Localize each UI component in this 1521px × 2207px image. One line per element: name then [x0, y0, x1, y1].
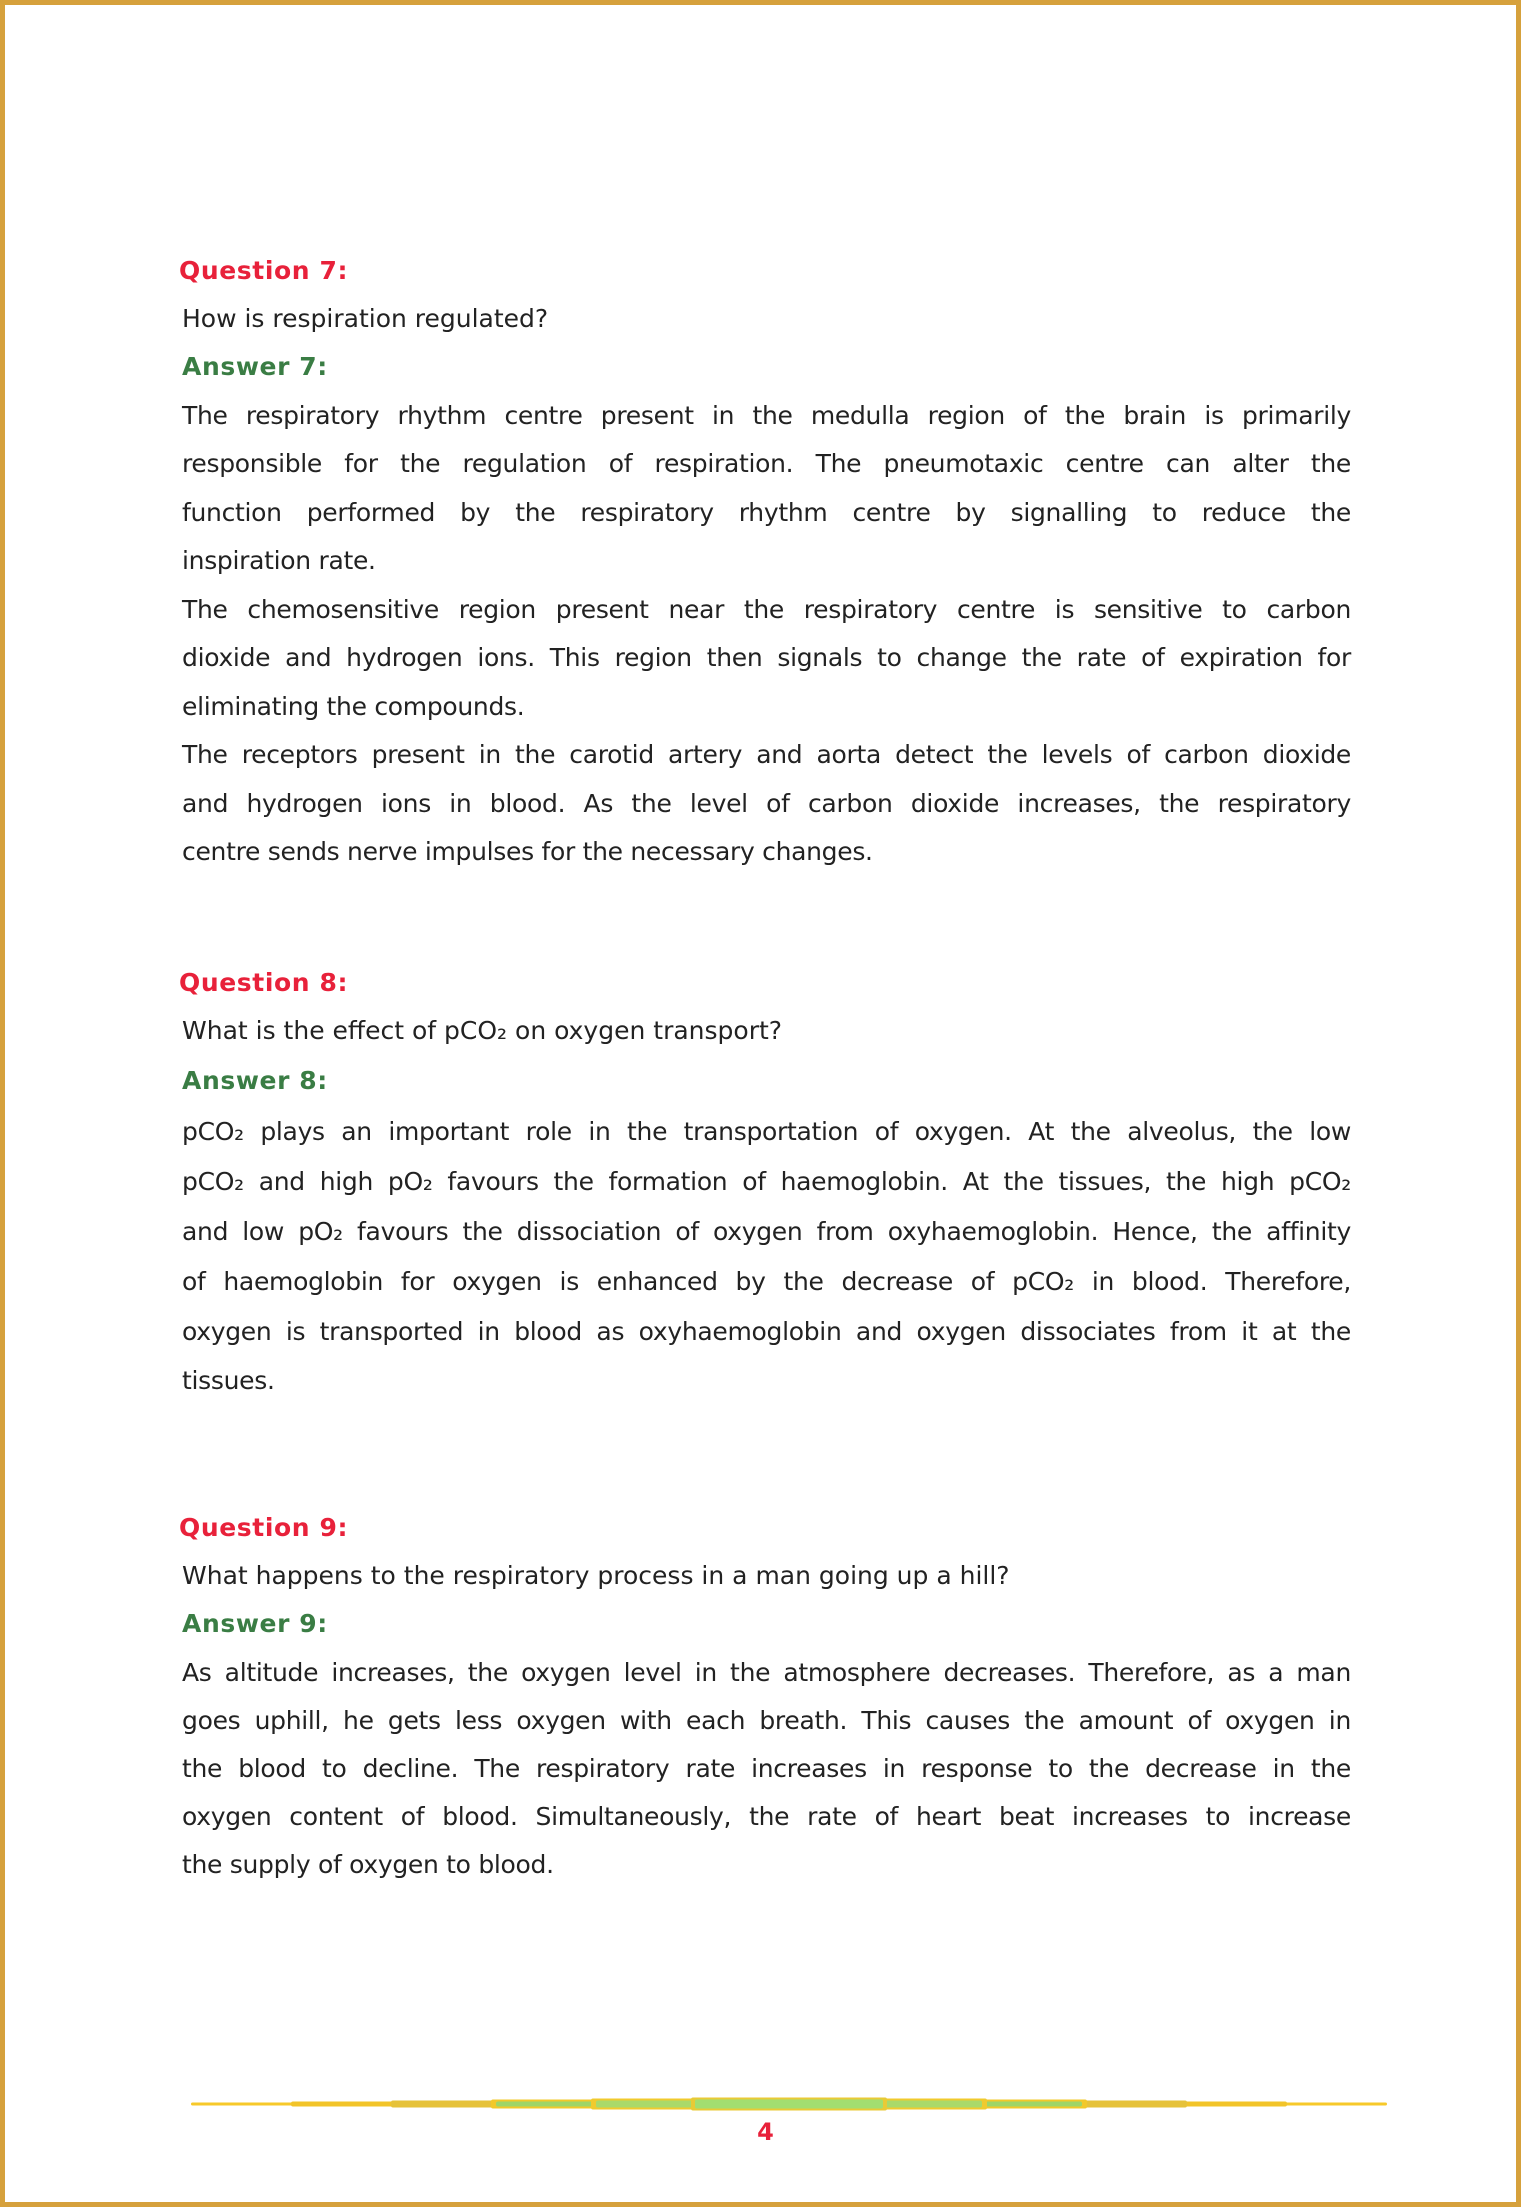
answer-line: tissues.	[182, 1366, 275, 1395]
question-heading: Question 8:	[179, 968, 349, 997]
answer-line: goes uphill, he gets less oxygen with each breath. This causes the amount of oxygen in	[182, 1706, 1351, 1735]
answer-line: and hydrogen ions in blood. As the level of carbon dioxide increases, the respiratory	[182, 789, 1351, 818]
answer-heading: Answer 9:	[182, 1609, 328, 1638]
answer-line: oxygen content of blood. Simultaneously, the rate of heart beat increases to increase	[182, 1802, 1351, 1831]
answer-line: and low pO₂ favours the dissociation of oxygen from oxyhaemoglobin. Hence, the affinity	[182, 1217, 1351, 1246]
question-text: What happens to the respiratory process in a man going up a hill?	[182, 1561, 1010, 1590]
answer-line: As altitude increases, the oxygen level in the atmosphere decreases. Therefore, as a man	[182, 1658, 1351, 1687]
answer-line: function performed by the respiratory rhythm centre by signalling to reduce the	[182, 498, 1351, 527]
answer-line: oxygen is transported in blood as oxyhaemoglobin and oxygen dissociates from it at the	[182, 1317, 1351, 1346]
answer-line: pCO₂ and high pO₂ favours the formation of haemoglobin. At the tissues, the high pCO₂	[182, 1167, 1351, 1196]
answer-line: The chemosensitive region present near the respiratory centre is sensitive to carbon	[182, 595, 1351, 624]
question-heading: Question 7:	[179, 256, 349, 285]
answer-line: The receptors present in the carotid artery and aorta detect the levels of carbon dioxide	[182, 740, 1351, 769]
answer-heading: Answer 8:	[182, 1066, 328, 1095]
answer-line: dioxide and hydrogen ions. This region then signals to change the rate of expiration for	[182, 643, 1351, 672]
answer-line: of haemoglobin for oxygen is enhanced by the decrease of pCO₂ in blood. Therefore,	[182, 1267, 1351, 1296]
answer-line: the supply of oxygen to blood.	[182, 1850, 554, 1879]
answer-line: pCO₂ plays an important role in the transportation of oxygen. At the alveolus, the low	[182, 1117, 1351, 1146]
question-text: How is respiration regulated?	[182, 304, 549, 333]
answer-line: the blood to decline. The respiratory rate increases in response to the decrease in the	[182, 1754, 1351, 1783]
answer-line: centre sends nerve impulses for the necessary changes.	[182, 837, 873, 866]
answer-line: responsible for the regulation of respiration. The pneumotaxic centre can alter the	[182, 449, 1351, 478]
answer-line: inspiration rate.	[182, 546, 376, 575]
page-number: 4	[757, 2118, 774, 2146]
question-heading: Question 9:	[179, 1513, 349, 1542]
answer-heading: Answer 7:	[182, 352, 328, 381]
answer-line: The respiratory rhythm centre present in the medulla region of the brain is primarily	[182, 401, 1351, 430]
question-text: What is the effect of pCO₂ on oxygen transport?	[182, 1016, 783, 1045]
answer-line: eliminating the compounds.	[182, 692, 525, 721]
footer-divider	[191, 2097, 1387, 2111]
